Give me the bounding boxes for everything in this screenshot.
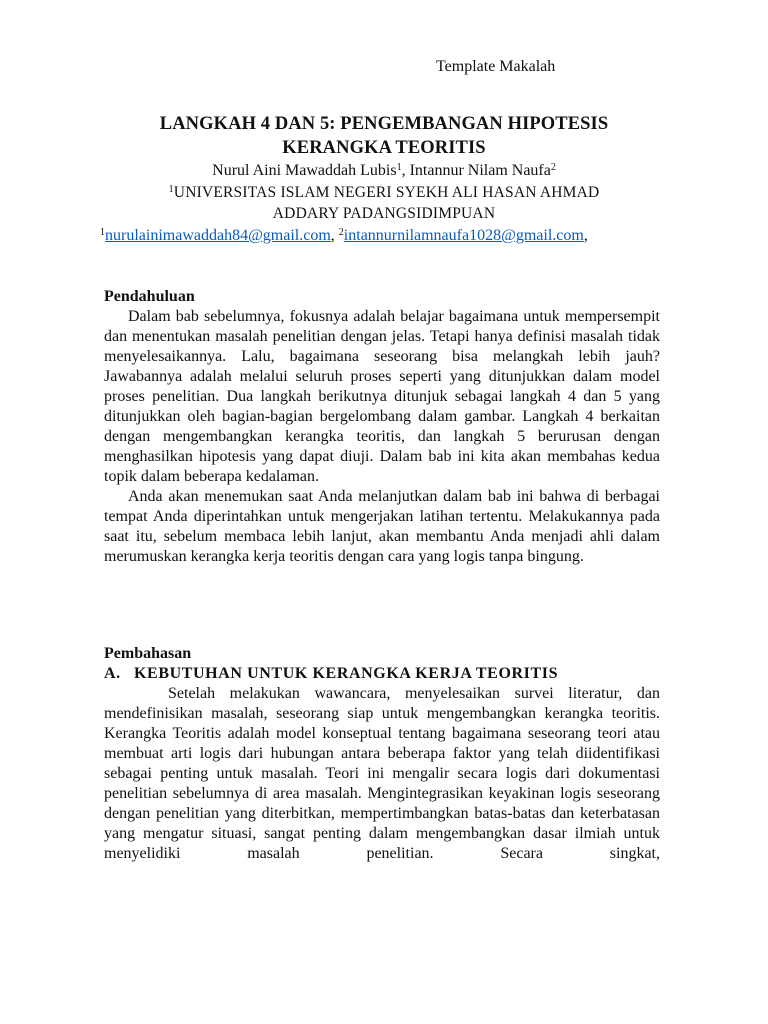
affiliation-line-2: ADDARY PADANGSIDIMPUAN — [272, 205, 496, 222]
author-1-sup: 1 — [396, 162, 402, 173]
heading-pendahuluan: Pendahuluan — [104, 288, 195, 305]
author-1: Nurul Aini Mawaddah Lubis — [212, 162, 397, 179]
author-2-sup: 2 — [550, 162, 556, 173]
email-link-2[interactable]: intannurnilamnaufa1028@gmail.com — [343, 227, 584, 244]
title-line-1: LANGKAH 4 DAN 5: PENGEMBANGAN HIPOTESIS — [159, 114, 609, 134]
affiliation-sup: 1 — [168, 184, 174, 195]
subheading-text: KEBUTUHAN UNTUK KERANGKA KERJA TEORITIS — [134, 665, 559, 682]
email-separator: , — [330, 227, 339, 244]
subheading-letter: A. — [104, 665, 121, 682]
paper-title — [100, 112, 668, 160]
email-1-sup: 1 — [100, 227, 105, 238]
author-separator: , — [401, 162, 410, 179]
author-list — [100, 160, 668, 181]
email-line — [100, 226, 668, 246]
template-label: Template Makalah — [436, 58, 556, 75]
section-pendahuluan — [104, 287, 660, 567]
author-2: Intannur Nilam Naufa — [409, 162, 551, 179]
email-link-1[interactable]: nurulainimawaddah84@gmail.com — [105, 227, 331, 244]
heading-pembahasan: Pembahasan — [104, 645, 192, 662]
subheading-a — [104, 664, 660, 684]
pendahuluan-paragraph-1: Dalam bab sebelumnya, fokusnya adalah belajar bagaimana untuk mempersempit dan menentukan masalah penelitian dengan jelas. Tetapi hanya definisi masalah tidak menyelesaikannya. Lalu, bagaimana seseorang bisa melangkah lebih jauh? Jawabannya adalah melalui seluruh proses seperti yang ditunjukkan dalam model proses penelitian. Dua langkah berikutnya ditunjuk sebagai langkah 4 dan 5 yang ditunjukkan oleh bagian-bagian bergelombang dalam gambar. Langkah 4 berkaitan dengan mengembangkan kerangka teoritis, dan langkah 5 berurusan dengan menghasilkan hipotesis yang dapat diuji. Dalam bab ini kita akan membahas kedua topik dalam beberapa kedalaman. — [104, 308, 660, 485]
pendahuluan-paragraph-2: Anda akan menemukan saat Anda melanjutkan dalam bab ini bahwa di berbagai tempat Anda diperintahkan untuk mengerjakan latihan tertentu. Melakukannya pada saat itu, sebelum membaca lebih lanjut, akan membantu Anda menjadi ahli dalam merumuskan kerangka kerja teoritis dengan cara yang logis tanpa bingung. — [104, 488, 660, 565]
affiliation-line-1: UNIVERSITAS ISLAM NEGERI SYEKH ALI HASAN AHMAD — [173, 184, 600, 201]
title-line-2: KERANGKA TEORITIS — [282, 138, 486, 158]
section-pembahasan — [104, 644, 660, 864]
affiliation — [100, 182, 668, 224]
pembahasan-paragraph-1: Setelah melakukan wawancara, menyelesaikan survei literatur, dan mendefinisikan masalah, seseorang siap untuk mengembangkan kerangka teoritis. Kerangka Teoritis adalah model konseptual tentang bagaimana seseorang teori atau membuat arti logis dari hubungan antara beberapa faktor yang telah diidentifikasi sebagai penting untuk masalah. Teori ini mengalir secara logis dari dokumentasi penelitian sebelumnya di area masalah. Mengintegrasikan keyakinan logis seseorang dengan penelitian yang diterbitkan, mempertimbangkan batas-batas dan keterbatasan yang mengatur situasi, sangat penting dalam mengembangkan dasar ilmiah untuk menyelidiki masalah penelitian. Secara singkat, — [104, 685, 660, 862]
email-2-sup: 2 — [338, 227, 344, 238]
email-trailing-comma: , — [583, 227, 588, 244]
